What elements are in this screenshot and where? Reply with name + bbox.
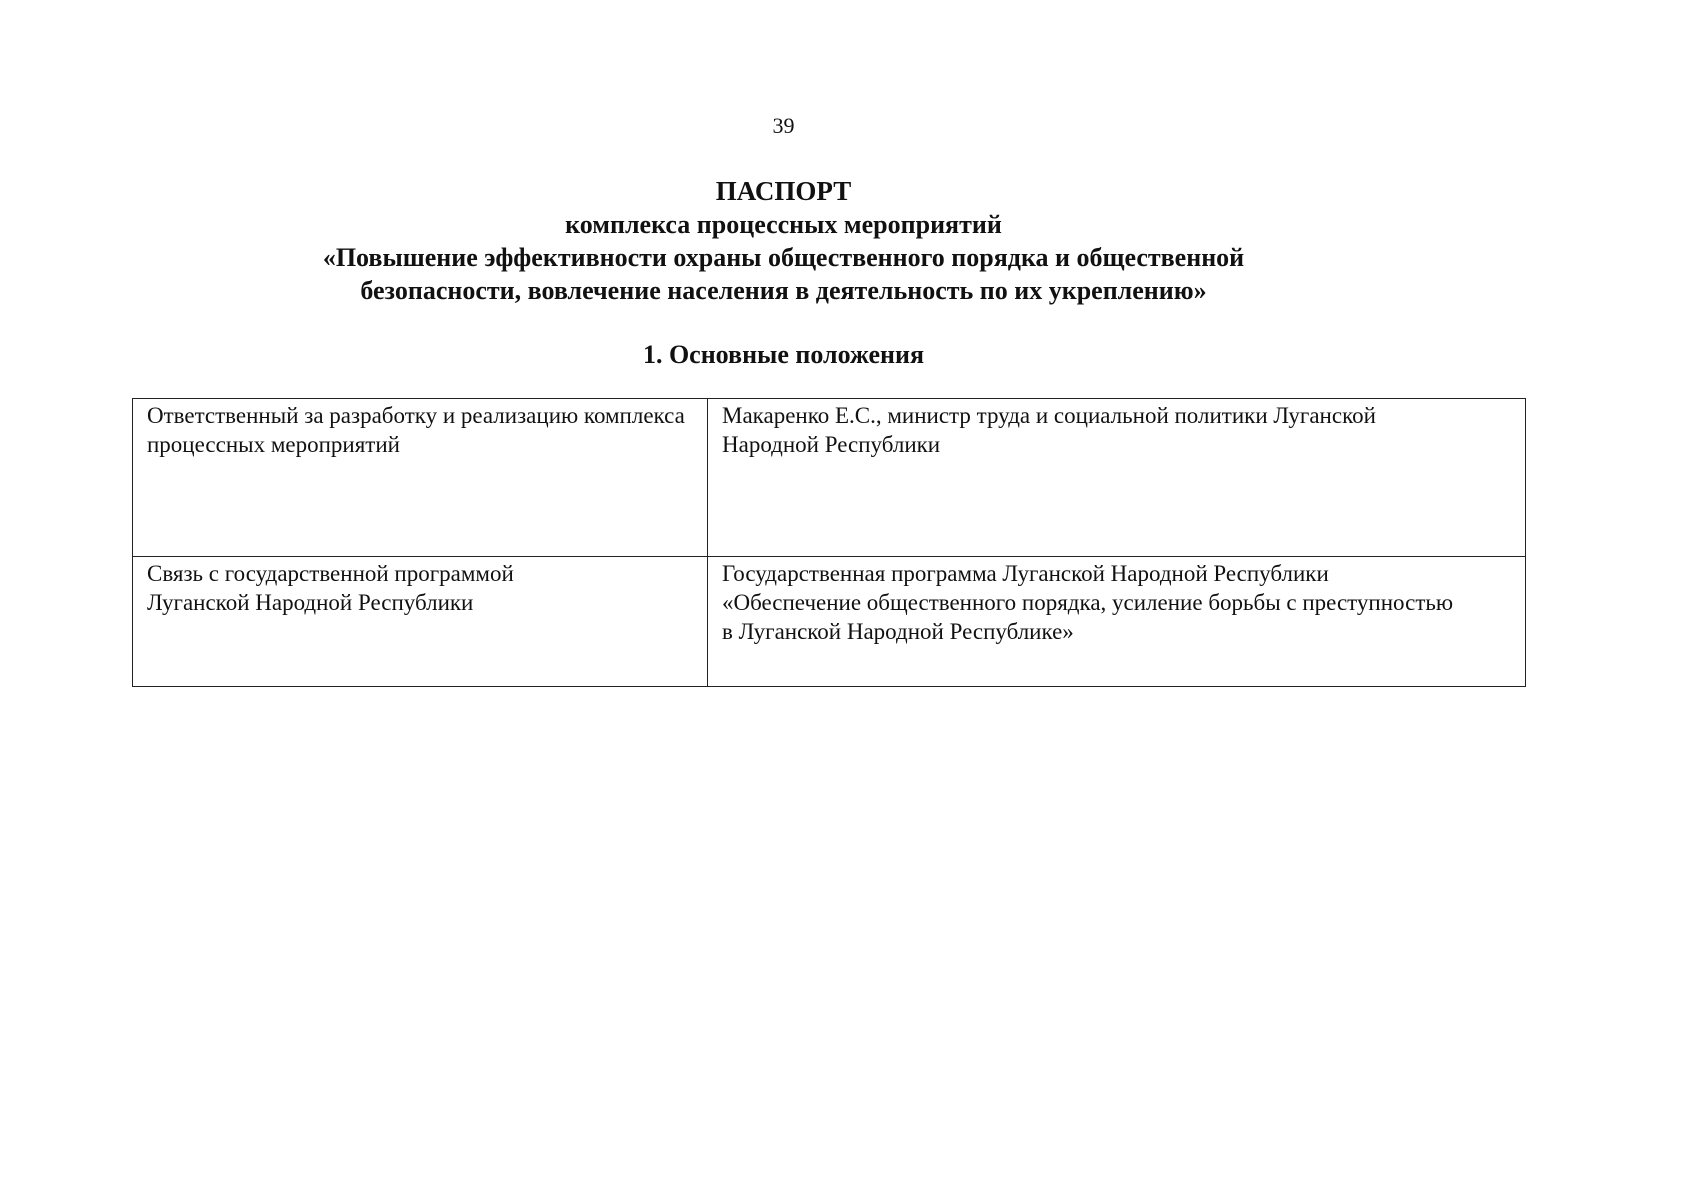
title-main: ПАСПОРТ (715, 176, 852, 206)
cell-text-line: Связь с государственной программой (147, 561, 514, 586)
title-program-name-line-2: безопасности, вовлечение населения в деятельность по их укреплению» (360, 276, 1207, 305)
table-row (133, 399, 1526, 557)
cell-text-line: Государственная программа Луганской Народной Республики (722, 561, 1329, 586)
row-label-responsible (133, 399, 708, 557)
page-number: 39 (772, 113, 795, 138)
cell-text-line: Макаренко Е.С., министр труда и социальной политики Луганской (722, 403, 1376, 428)
row-value-program-link (708, 557, 1526, 687)
title-subtitle: комплекса процессных мероприятий (565, 210, 1002, 239)
cell-text-line: Луганской Народной Республики (147, 590, 474, 615)
row-value-responsible (708, 399, 1526, 557)
row-label-program-link (133, 557, 708, 687)
document-title (0, 175, 1567, 307)
cell-text-line: Народной Республики (722, 432, 941, 457)
table-row (133, 557, 1526, 687)
title-program-name-line-1: «Повышение эффективности охраны общественного порядка и общественной (322, 243, 1245, 272)
cell-text-line: Ответственный за разработку и реализацию комплекса (147, 403, 685, 428)
passport-table (132, 398, 1526, 687)
section-heading: 1. Основные положения (642, 340, 925, 369)
cell-text-line: «Обеспечение общественного порядка, усиление борьбы с преступностью (722, 590, 1454, 615)
cell-text-line: в Луганской Народной Республике» (722, 619, 1074, 644)
cell-text-line: процессных мероприятий (147, 432, 400, 457)
